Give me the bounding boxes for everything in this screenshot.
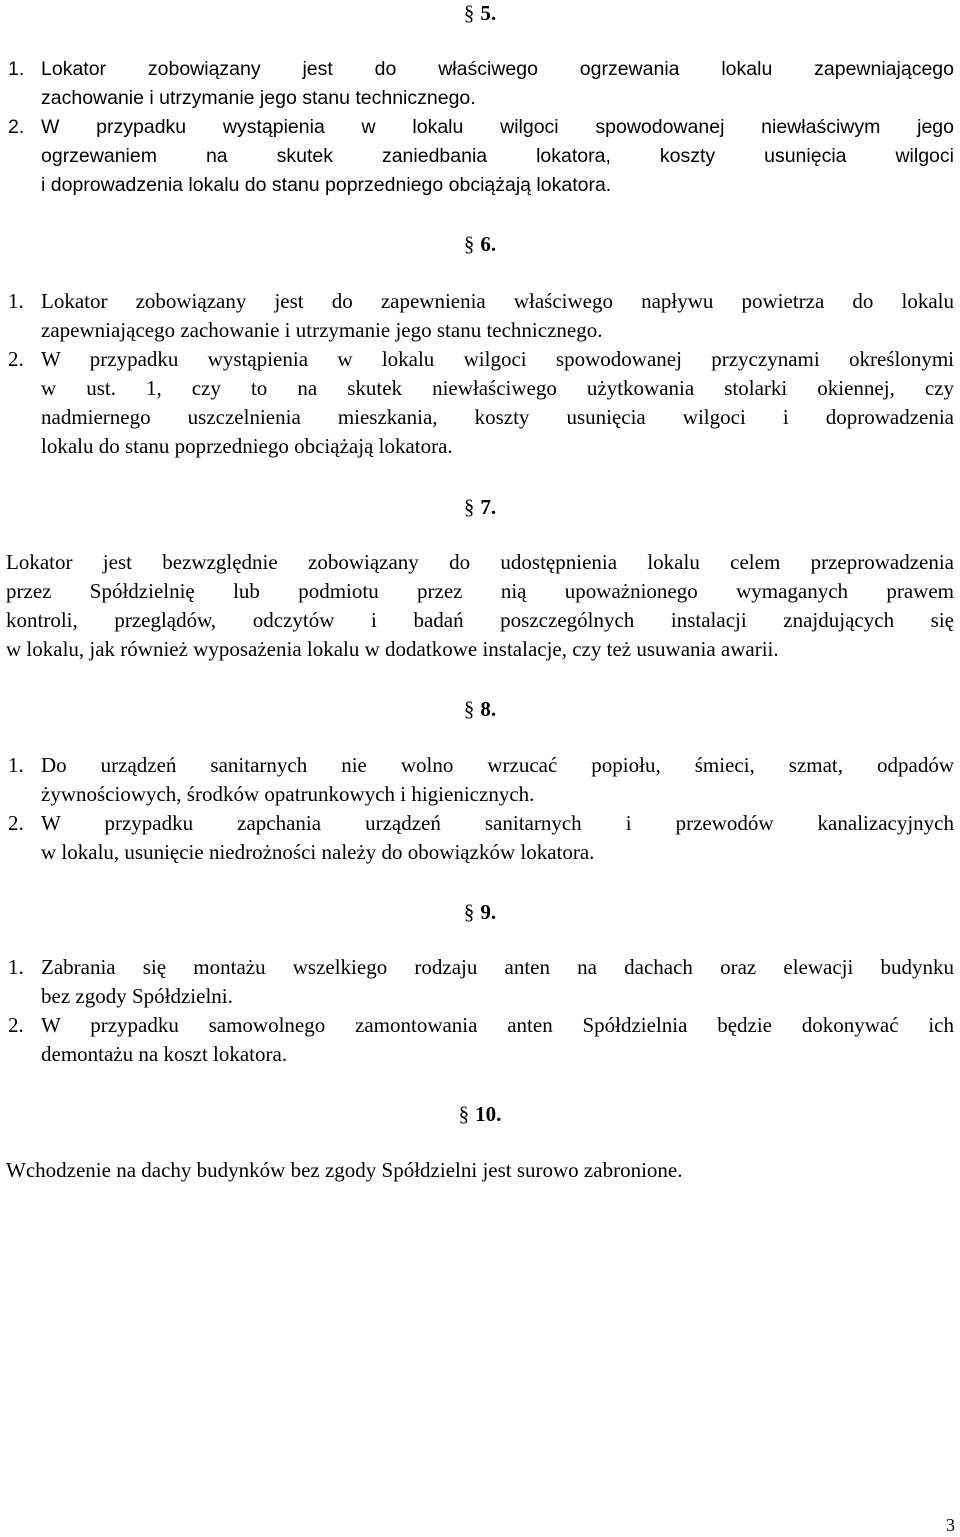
text-line: zachowanie i utrzymanie jego stanu technicznego. <box>41 87 476 109</box>
section-sign: § <box>458 1102 470 1126</box>
section-number: 9. <box>480 900 497 924</box>
item-marker: 2. <box>8 347 24 371</box>
item-marker: 1. <box>8 955 24 979</box>
section-heading-6 <box>0 232 960 256</box>
section-heading-7 <box>0 495 960 519</box>
text-line: żywnościowych, środków opatrunkowych i higienicznych. <box>41 782 535 806</box>
text-line: zapewniającego zachowanie i utrzymanie jego stanu technicznego. <box>41 318 603 342</box>
text-line: przez Spółdzielnię lub podmiotu przez nią upoważnionego wymaganych prawem <box>6 579 954 603</box>
text-line: W przypadku samowolnego zamontowania anten Spółdzielnia będzie dokonywać ich <box>41 1013 954 1037</box>
item-marker: 1. <box>8 58 25 80</box>
text-line: Lokator zobowiązany jest do zapewnienia właściwego napływu powietrza do lokalu <box>41 289 954 313</box>
section-sign: § <box>463 697 475 721</box>
text-line: w lokalu, jak również wyposażenia lokalu w dodatkowe instalacje, czy też usuwania awarii. <box>6 637 779 661</box>
text-line: ogrzewaniem na skutek zaniedbania lokatora, koszty usunięcia wilgoci <box>41 145 954 167</box>
text-line: Lokator jest bezwzględnie zobowiązany do udostępnienia lokalu celem przeprowadzenia <box>6 550 954 574</box>
item-marker: 1. <box>8 289 24 313</box>
text-line: W przypadku wystąpienia w lokalu wilgoci spowodowanej przyczynami określonymi <box>41 347 954 371</box>
item-marker: 1. <box>8 753 24 777</box>
section-sign: § <box>463 495 475 519</box>
section-number: 6. <box>480 232 497 256</box>
item-marker: 2. <box>8 116 25 138</box>
section-heading-10 <box>0 1102 960 1126</box>
section-number: 8. <box>480 697 497 721</box>
section-sign: § <box>463 1 475 25</box>
section-number: 7. <box>480 495 497 519</box>
item-marker: 2. <box>8 1013 24 1037</box>
text-line: bez zgody Spółdzielni. <box>41 984 233 1008</box>
text-line: kontroli, przeglądów, odczytów i badań poszczególnych instalacji znajdujących się <box>6 608 954 632</box>
section-heading-8 <box>0 697 960 721</box>
page-number: 3 <box>946 1515 955 1535</box>
section-sign: § <box>463 232 475 256</box>
text-line: i doprowadzenia lokalu do stanu poprzedniego obciążają lokatora. <box>41 174 612 196</box>
text-line: Zabrania się montażu wszelkiego rodzaju anten na dachach oraz elewacji budynku <box>41 955 954 979</box>
item-marker: 2. <box>8 811 24 835</box>
section-number: 5. <box>480 1 497 25</box>
section-sign: § <box>463 900 475 924</box>
text-line: w ust. 1, czy to na skutek niewłaściwego użytkowania stolarki okiennej, czy <box>41 376 954 400</box>
section-number: 10. <box>475 1102 502 1126</box>
text-line: Do urządzeń sanitarnych nie wolno wrzucać popiołu, śmieci, szmat, odpadów <box>41 753 954 777</box>
text-line: W przypadku zapchania urządzeń sanitarnych i przewodów kanalizacyjnych <box>41 811 954 835</box>
text-line: lokalu do stanu poprzedniego obciążają lokatora. <box>41 434 453 458</box>
section-heading-9 <box>0 900 960 924</box>
text-line: demontażu na koszt lokatora. <box>41 1042 288 1066</box>
text-line: Wchodzenie na dachy budynków bez zgody Spółdzielni jest surowo zabronione. <box>6 1158 683 1182</box>
section-heading-5 <box>0 1 960 25</box>
text-line: Lokator zobowiązany jest do właściwego ogrzewania lokalu zapewniającego <box>41 58 954 80</box>
text-line: nadmiernego uszczelnienia mieszkania, koszty usunięcia wilgoci i doprowadzenia <box>41 405 954 429</box>
text-line: w lokalu, usunięcie niedrożności należy do obowiązków lokatora. <box>41 840 595 864</box>
text-line: W przypadku wystąpienia w lokalu wilgoci spowodowanej niewłaściwym jego <box>41 116 954 138</box>
